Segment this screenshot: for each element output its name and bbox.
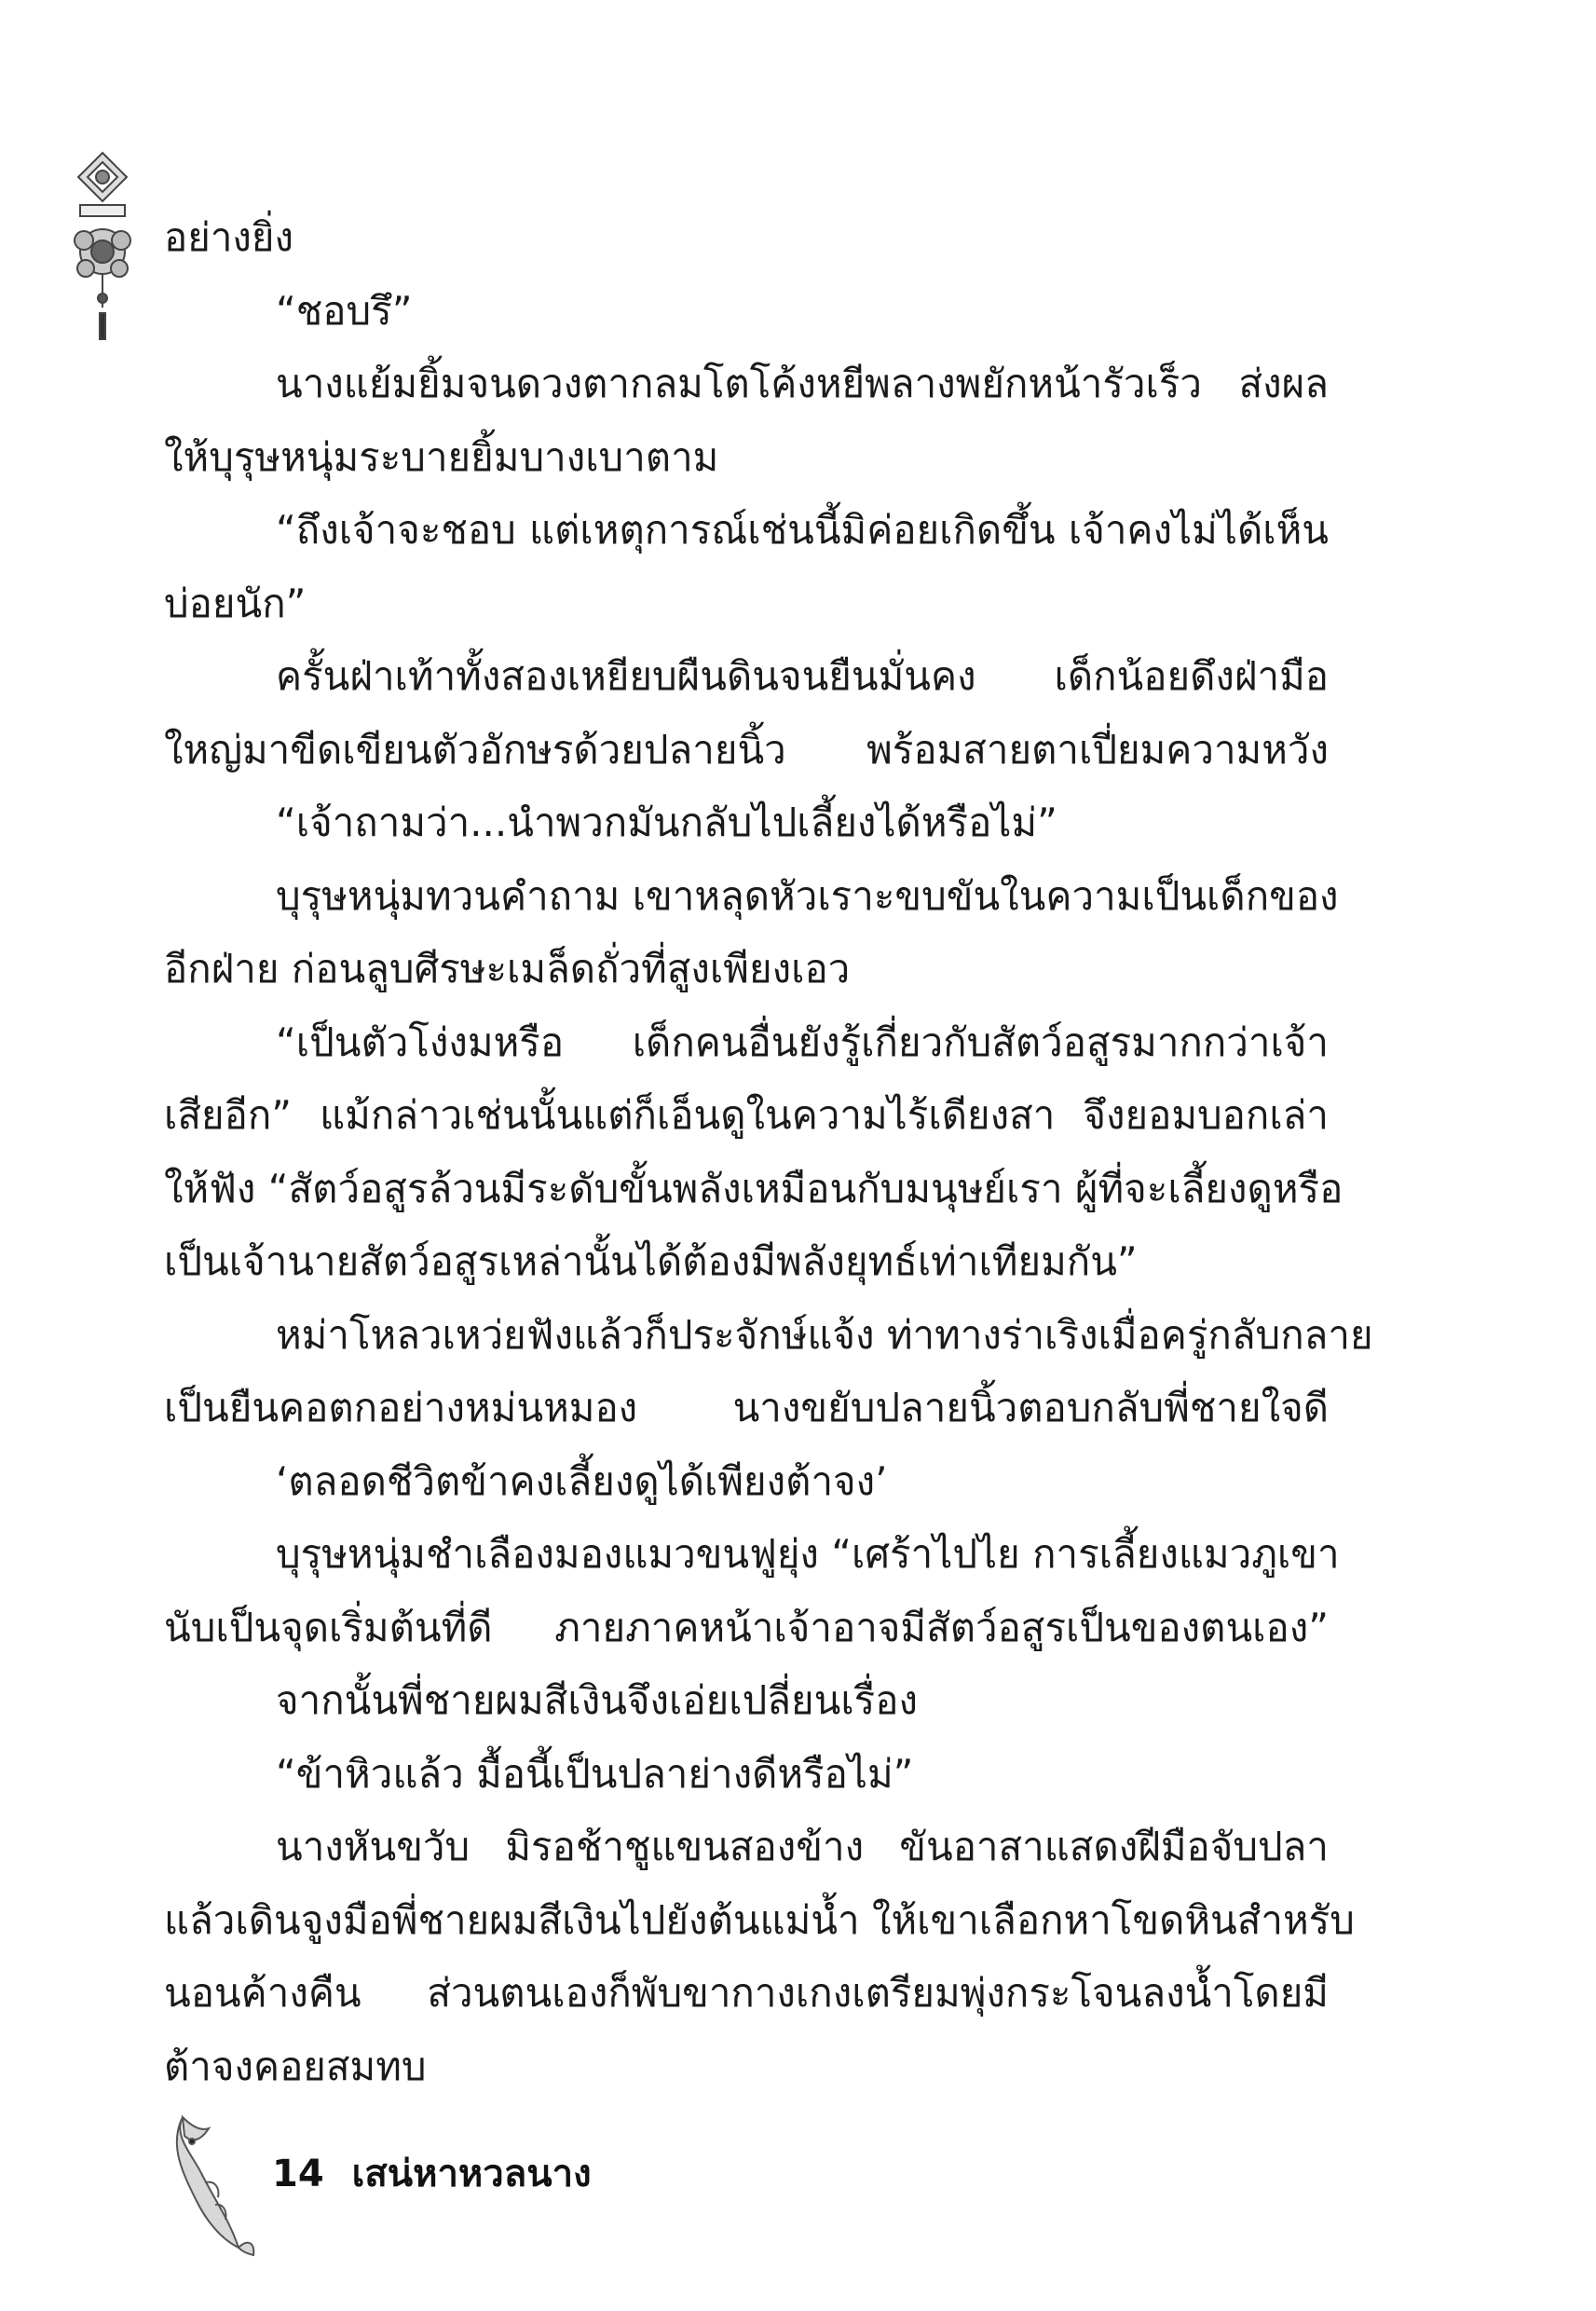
text-line: “ถึงเจ้าจะชอบ แต่เหตุการณ์เช่นนี้มิค่อยเกิดขึ้น เจ้าคงไม่ได้เห็น <box>276 507 1329 553</box>
text-line: เป็นเจ้านายสัตว์อสูรเหล่านั้นได้ต้องมีพลังยุทธ์เท่าเทียมกัน” <box>164 1238 1138 1284</box>
text-line: ให้ฟัง “สัตว์อสูรล้วนมีระดับขั้นพลังเหมือนกับมนุษย์เรา ผู้ที่จะเลี้ยงดูหรือ <box>164 1165 1344 1211</box>
text-line: “ข้าหิวแล้ว มื้อนี้เป็นปลาย่างดีหรือไม่” <box>276 1750 914 1797</box>
page-number: 14 <box>272 2153 324 2195</box>
text-line: อีกฝ่าย ก่อนลูบศีรษะเมล็ดถั่วที่สูงเพียงเอว <box>164 946 851 991</box>
page-footer <box>272 2143 592 2203</box>
text-line: นับเป็นจุดเริ่มต้นที่ดี ภายภาคหน้าเจ้าอาจมีสัตว์อสูรเป็นของตนเอง” <box>164 1604 1329 1650</box>
text-line: จากนั้นพี่ชายผมสีเงินจึงเอ่ยเปลี่ยนเรื่อง <box>276 1677 918 1723</box>
koi-fish-icon <box>164 2108 257 2257</box>
text-line: ใหญ่มาขีดเขียนตัวอักษรด้วยปลายนิ้ว พร้อมสายตาเปี่ยมความหวัง <box>164 726 1329 773</box>
ornament-emblem-icon <box>69 149 136 345</box>
text-line: “เจ้าถามว่า...นำพวกมันกลับไปเลี้ยงได้หรือไม่” <box>276 800 1057 845</box>
text-line: ‘ตลอดชีวิตข้าคงเลี้ยงดูได้เพียงต้าจง’ <box>276 1457 888 1504</box>
text-line: เป็นยืนคอตกอย่างหม่นหมอง นางขยับปลายนิ้วตอบกลับพี่ชายใจดี <box>164 1385 1329 1430</box>
text-line: “เป็นตัวโง่งมหรือ เด็กคนอื่นยังรู้เกี่ยวกับสัตว์อสูรมากกว่าเจ้า <box>276 1019 1329 1065</box>
text-line: ให้บุรุษหนุ่มระบายยิ้มบางเบาตาม <box>164 433 719 480</box>
text-line: หม่าโหลวเหว่ยฟังแล้วก็ประจักษ์แจ้ง ท่าทางร่าเริงเมื่อครู่กลับกลาย <box>276 1311 1373 1358</box>
body-text <box>164 201 1373 2103</box>
text-line: นอนค้างคืน ส่วนตนเองก็พับขากางเกงเตรียมพุ่งกระโจนลงน้ำโดยมี <box>164 1970 1329 2016</box>
book-title: เสน่หาหวลนาง <box>351 2153 592 2195</box>
text-line: ครั้นฝ่าเท้าทั้งสองเหยียบผืนดินจนยืนมั่นคง เด็กน้อยดึงฝ่ามือ <box>276 653 1329 699</box>
text-line: อย่างยิ่ง <box>164 214 294 260</box>
text-line: นางหันขวับ มิรอช้าชูแขนสองข้าง ขันอาสาแสดงฝีมือจับปลา <box>276 1824 1329 1869</box>
text-line: บุรุษหนุ่มชำเลืองมองแมวขนฟูยุ่ง “เศร้าไปไย การเลี้ยงแมวภูเขา <box>276 1531 1340 1577</box>
text-line: นางแย้มยิ้มจนดวงตากลมโตโค้งหยีพลางพยักหน้ารัวเร็ว ส่งผล <box>276 361 1329 406</box>
text-line: “ชอบรึ” <box>276 287 413 334</box>
text-line: บุรุษหนุ่มทวนคำถาม เขาหลุดหัวเราะขบขันในความเป็นเด็กของ <box>276 872 1339 919</box>
text-line: แล้วเดินจูงมือพี่ชายผมสีเงินไปยังต้นแม่น้ำ ให้เขาเลือกหาโขดหินสำหรับ <box>164 1896 1355 1943</box>
text-line: เสียอีก” แม้กล่าวเช่นนั้นแต่ก็เอ็นดูในความไร้เดียงสา จึงยอมบอกเล่า <box>164 1092 1329 1138</box>
text-line: บ่อยนัก” <box>164 580 307 626</box>
text-line: ต้าจงคอยสมทบ <box>164 2043 427 2089</box>
